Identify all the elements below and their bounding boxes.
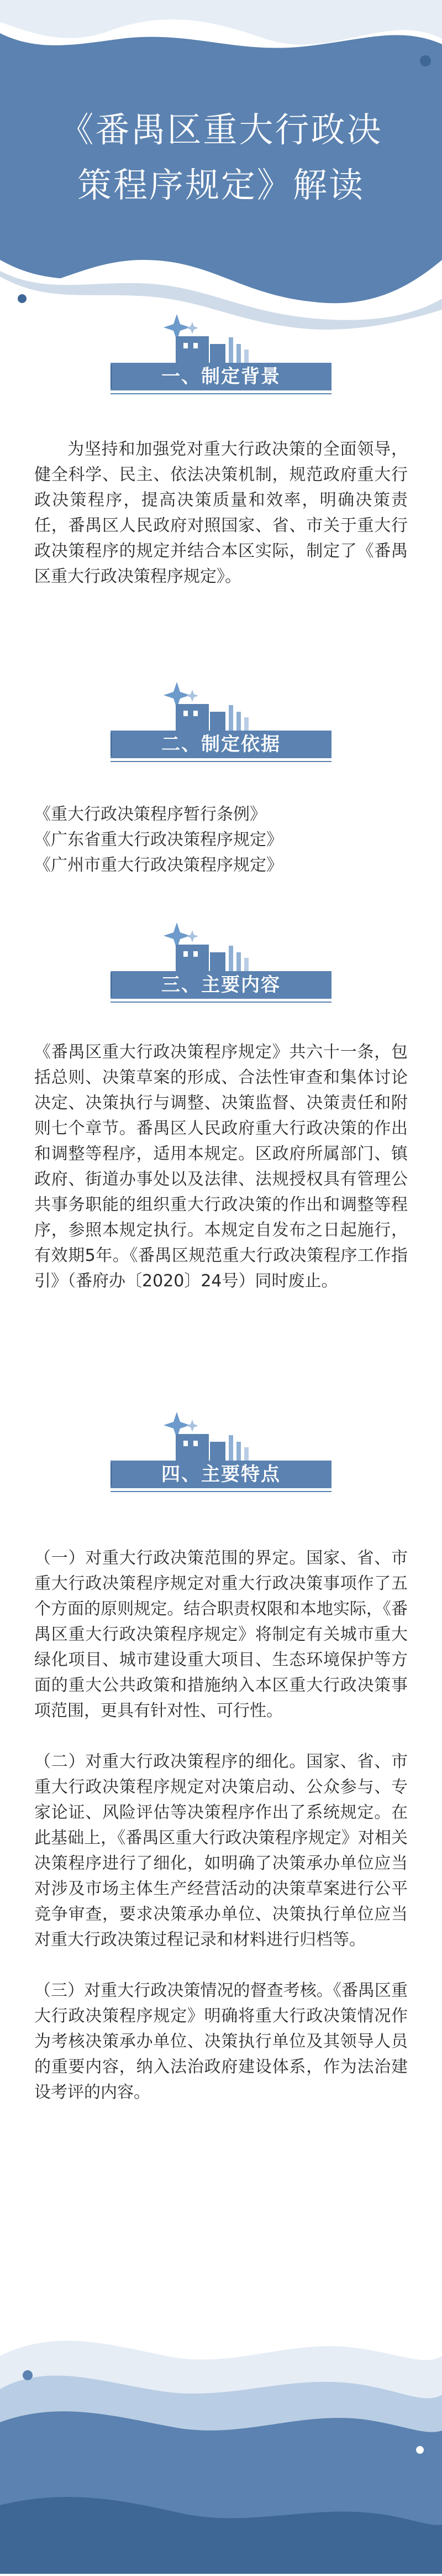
section-body-3: [34, 1040, 408, 1294]
section-title-4: 四、主要特点: [161, 1463, 281, 1485]
page-title-line2: 策程序规定》解读: [77, 165, 365, 205]
list-item: 《广东省重大行政决策程序规定》: [34, 830, 283, 849]
section-heading-4: [110, 1407, 332, 1496]
section-body-2: [34, 802, 408, 878]
feature-paragraph-3: （三）对重大行政决策情况的督查考核。《番禺区重大行政决策程序规定》明确将重大行政决策情况作为考核决策承办单位、决策执行单位及其领导人员的重要内容，纳入法治政府建设体系，作为法治建设考评的内容。: [34, 1981, 408, 2102]
footer-decoration: [0, 2323, 442, 2574]
section-title-2: 二、制定依据: [161, 733, 281, 755]
section-title-3: 三、主要内容: [161, 974, 281, 996]
section-body-4: [34, 1546, 408, 2105]
feature-paragraph-1: （一）对重大行政决策范围的界定。国家、省、市重大行政决策程序规定对重大行政决策事项作了五个方面的原则规定。结合职责权限和本地实际，《番禺区重大行政决策程序规定》将制定有关城市重大绿化项目、城市建设重大项目、生态环境保护等方面的重大公共政策和措施纳入本区重大行政决策事项范围，更具有针对性、可行性。: [34, 1548, 408, 1720]
section-heading-2: [110, 677, 332, 766]
page-title-line1: 《番禺区重大行政决: [59, 109, 383, 150]
list-item: 《重大行政决策程序暂行条例》: [34, 805, 266, 824]
list-item: 《广州市重大行政决策程序规定》: [34, 856, 283, 875]
footer-wave: [0, 2323, 442, 2574]
section-heading-1: [110, 310, 332, 398]
section-title-1: 一、制定背景: [161, 366, 281, 388]
section-paragraph: 《番禺区重大行政决策程序规定》共六十一条，包括总则、决策草案的形成、合法性审查和集体讨论决定、决策执行与调整、决策监督、决策责任和附则七个章节。番禺区人民政府重大行政决策的作出和调整等程序，适用本规定。区政府所属部门、镇政府、街道办事处以及法律、法规授权具有管理公共事务职能的组织重大行政决策的作出和调整等程序，参照本规定执行。本规定自发布之日起施行，有效期5年。《番禺区规范重大行政决策程序工作指引》（番府办〔2020〕24号）同时废止。: [34, 1042, 408, 1291]
section-body-1: [34, 437, 408, 590]
section-heading-3: [110, 918, 332, 1007]
section-paragraph: 为坚持和加强党对重大行政决策的全面领导，健全科学、民主、依法决策机制，规范政府重大行政决策程序，提高决策质量和效率，明确决策责任，番禺区人民政府对照国家、省、市关于重大行政决策程序的规定并结合本区实际，制定了《番禺区重大行政决策程序规定》。: [34, 440, 408, 586]
header-banner: [0, 0, 442, 332]
feature-paragraph-2: （二）对重大行政决策程序的细化。国家、省、市重大行政决策程序规定对决策启动、公众参与、专家论证、风险评估等决策程序作出了系统规定。在此基础上，《番禺区重大行政决策程序规定》对相关决策程序进行了细化，如明确了决策承办单位应当对涉及市场主体生产经营活动的决策草案进行公平竞争审查，要求决策承办单位、决策执行单位应当对重大行政决策过程记录和材料进行归档等。: [34, 1752, 408, 1949]
